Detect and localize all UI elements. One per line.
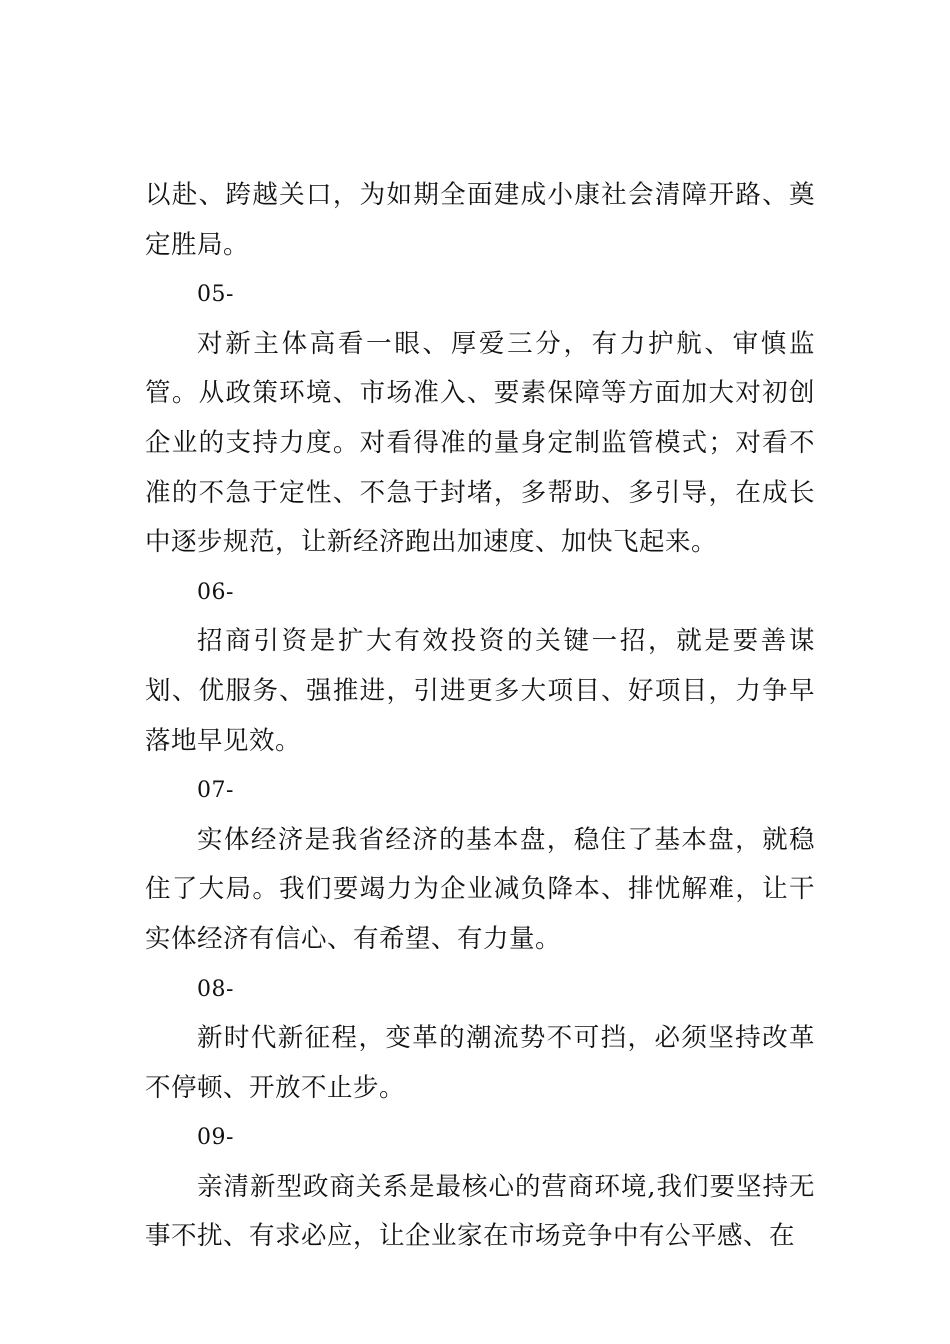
paragraph-08: 新时代新征程，变革的潮流势不可挡，必须坚持改革不停顿、开放不止步。 [145, 1023, 815, 1103]
section-number-09: 09- [197, 1125, 234, 1151]
paragraph-continued: 以赴、跨越关口，为如期全面建成小康社会清障开路、奠定胜局。 [145, 180, 815, 260]
section-number-05: 05- [197, 282, 234, 308]
paragraph-07: 实体经济是我省经济的基本盘，稳住了基本盘，就稳住了大局。我们要竭力为企业减负降本、排忧解难，让干实体经济有信心、有希望、有力量。 [145, 824, 815, 954]
paragraph-09: 亲清新型政商关系是最核心的营商环境,我们要坚持无事不扰、有求必应，让企业家在市场竞争中有公平感、在 [145, 1171, 815, 1252]
paragraph-06: 招商引资是扩大有效投资的关键一招，就是要善谋划、优服务、强推进，引进更多大项目、好项目，力争早落地早见效。 [145, 626, 815, 756]
paragraph-05: 对新主体高看一眼、厚爱三分，有力护航、审慎监管。从政策环境、市场准入、要素保障等方面加大对初创企业的支持力度。对看得准的量身定制监管模式；对看不准的不急于定性、不急于封堵，多帮助、多引导，在成长中逐步规范，让新经济跑出加速度、加快飞起来。 [145, 328, 815, 558]
section-number-08: 08- [197, 976, 234, 1002]
document-body [145, 171, 815, 1262]
section-number-06: 06- [197, 579, 234, 605]
section-number-07: 07- [197, 778, 234, 804]
